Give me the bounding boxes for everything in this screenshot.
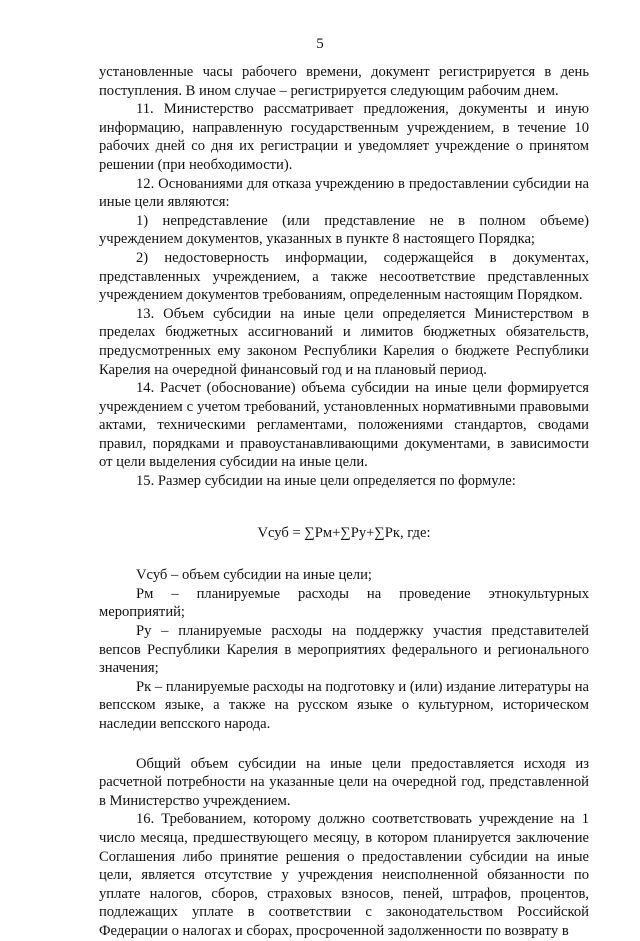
paragraph-13: 13. Объем субсидии на иные цели определяется Министерством в пределах бюджетных ассигнований и лимитов бюджетных обязательств, предусмотренных ему законом Республики Карелия о бюджете Республики Карелия на очередной финансовый год и на плановый период. (99, 305, 589, 378)
paragraph-14: 14. Расчет (обоснование) объема субсидии на иные цели формируется учреждением с учетом требований, установленных нормативными правовыми актами, техническими регламентами, положениями стандартов, сводами правил, порядками и правоустанавливающими документами, в зависимости от цели выделения субсидии на иные цели. (99, 380, 589, 471)
paragraph-11: 11. Министерство рассматривает предложения, документы и иную информацию, направленную государственным учреждением, в течение 10 рабочих дней со дня их регистрации и уведомляет учреждение о принятом решении (при необходимости). (99, 101, 589, 173)
paragraph-15: 15. Размер субсидии на иные цели определяется по формуле: (136, 473, 516, 490)
definition-rm: Рм – планируемые расходы на проведение этнокультурных мероприятий; (99, 585, 589, 621)
document-body (99, 63, 589, 941)
paragraph-continuation: установленные часы рабочего времени, документ регистрируется в день поступления. В ином случае – регистрируется следующим рабочим днем. (99, 64, 589, 99)
definition-rk: Рк – планируемые расходы на подготовку и (или) издание литературы на вепсском языке, а также на русском языке о культурном, историческом наследии вепсского народа. (99, 678, 589, 732)
paragraph-total-volume: Общий объем субсидии на иные цели предоставляется исходя из расчетной потребности на указанные цели на очередной год, представленной в Министерство учреждением. (99, 755, 589, 809)
paragraph-12-item-2: 2) недостоверность информации, содержащейся в документах, представленных учреждением, а также несоответствие представленных учреждением документов требованиям, определенным настоящим Порядком. (99, 249, 589, 304)
paragraph-16: 16. Требованием, которому должно соответствовать учреждение на 1 число месяца, предшествующего месяцу, в котором планируется заключение Соглашения либо принятие решения о предоставлении субсидии на иные цели, является отсутствие у учреждения неисполненной обязанности по уплате налогов, сборов, страховых взносов, пеней, штрафов, процентов, подлежащих уплате в соответствии с законодательством Российской Федерации о налогах и сборах, просроченной задолженности по возврату в (99, 811, 589, 939)
definition-vsub: Vсуб – объем субсидии на иные цели; (136, 567, 372, 584)
page-number: 5 (316, 36, 324, 52)
paragraph-12-item-1: 1) непредставление (или представление не в полном объеме) учреждением документов, указанных в пункте 8 настоящего Порядка; (99, 212, 589, 248)
definition-ru: Ру – планируемые расходы на поддержку участия представителей вепсов Республики Карелия в мероприятиях федерального и регионального значения; (99, 623, 589, 677)
paragraph-12: 12. Основаниями для отказа учреждению в предоставлении субсидии на иные цели являются: (99, 175, 589, 211)
formula: Vсуб = ∑Рм+∑Ру+∑Рк, где: (257, 524, 431, 541)
